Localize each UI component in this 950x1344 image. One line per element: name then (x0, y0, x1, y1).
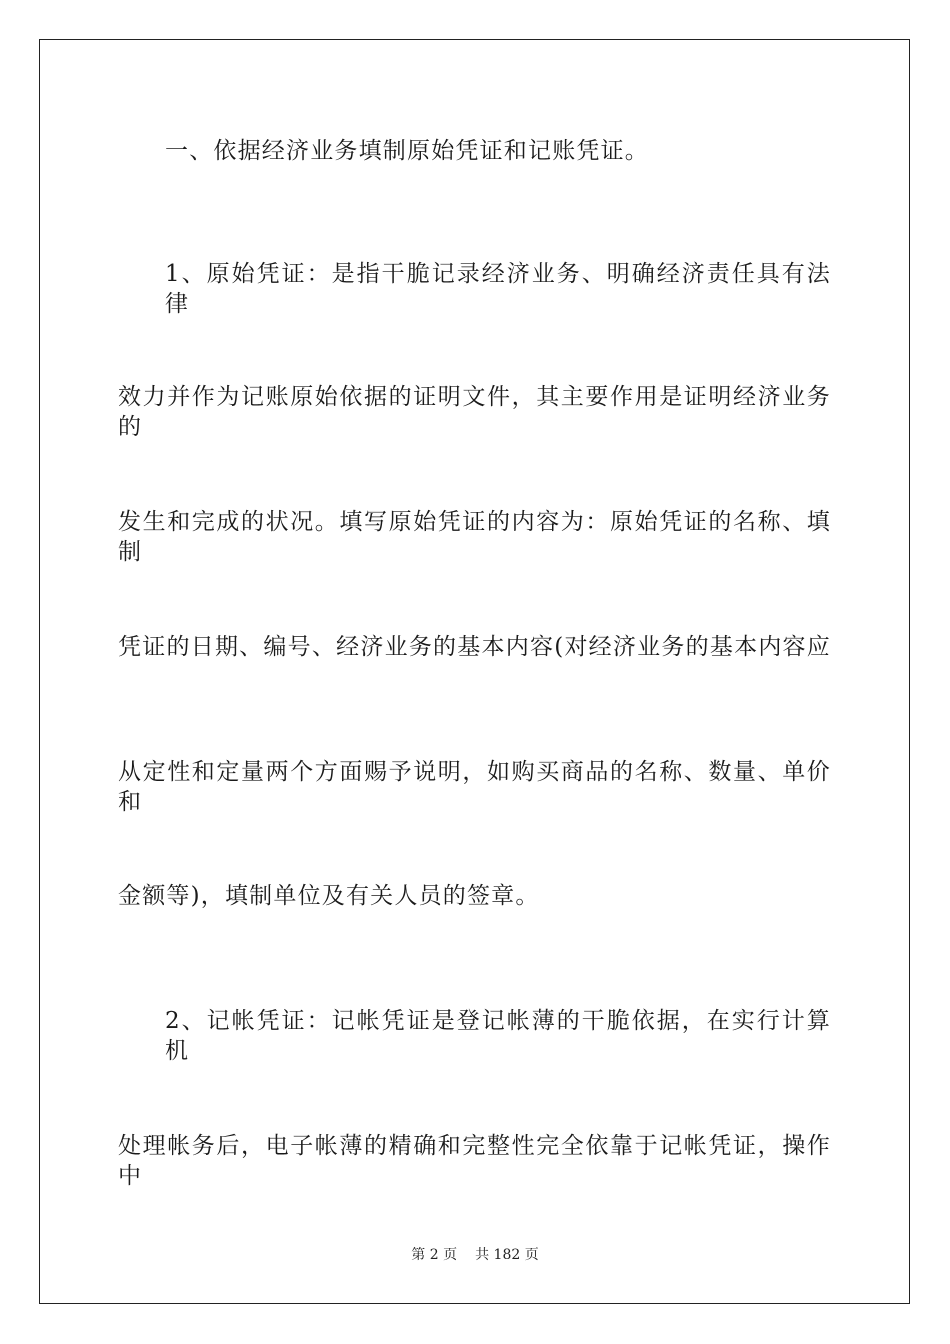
paragraph-line: 2、记帐凭证：记帐凭证是登记帐薄的干脆依据，在实行计算机 (165, 1008, 831, 1064)
page-frame (39, 39, 910, 1304)
paragraph-line: 发生和完成的状况。填写原始凭证的内容为：原始凭证的名称、填制 (118, 509, 831, 565)
paragraph-line: 金额等)，填制单位及有关人员的签章。 (118, 883, 540, 909)
paragraph-line: 凭证的日期、编号、经济业务的基本内容(对经济业务的基本内容应 (118, 634, 831, 660)
page-number: 第 2 页 (411, 1247, 458, 1263)
paragraph-line: 从定性和定量两个方面赐予说明，如购买商品的名称、数量、单价和 (118, 759, 831, 815)
page-total: 共 182 页 (475, 1247, 539, 1263)
paragraph-line: 效力并作为记账原始依据的证明文件，其主要作用是证明经济业务的 (118, 384, 831, 440)
paragraph-line: 1、原始凭证：是指干脆记录经济业务、明确经济责任具有法律 (165, 261, 831, 317)
page-footer (0, 1246, 950, 1264)
paragraph-line: 处理帐务后，电子帐薄的精确和完整性完全依靠于记帐凭证，操作中 (118, 1133, 831, 1189)
section-heading: 一、依据经济业务填制原始凭证和记账凭证。 (165, 138, 649, 164)
